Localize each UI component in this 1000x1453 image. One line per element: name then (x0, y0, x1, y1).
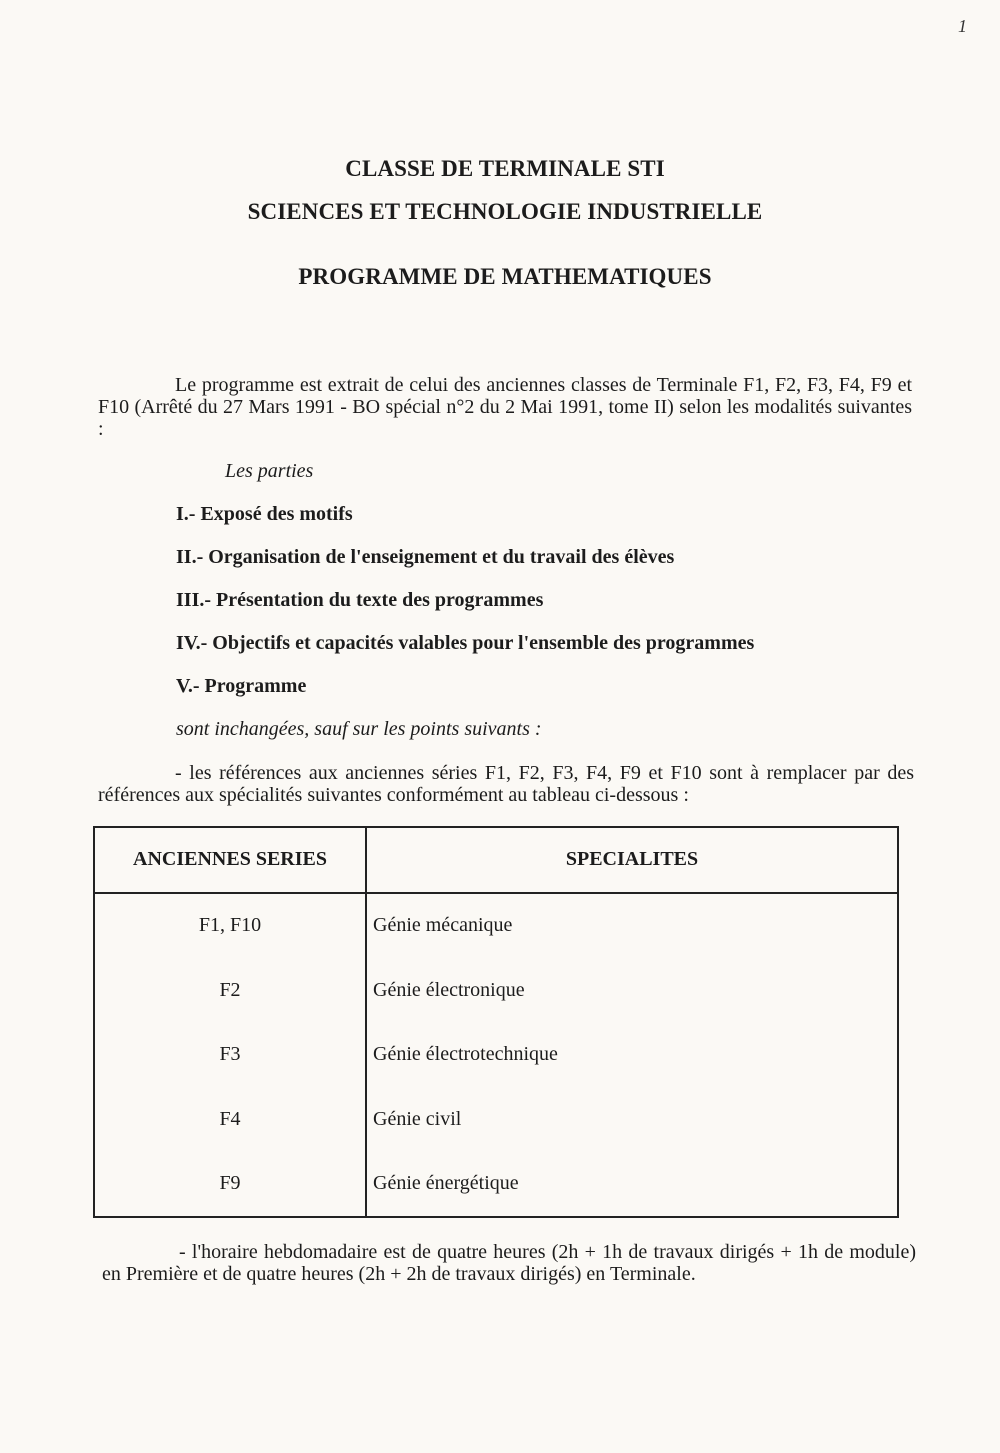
page-number: 1 (958, 16, 967, 36)
table-header-divider (95, 892, 897, 894)
table-header-old-series: ANCIENNES SERIES (133, 848, 327, 870)
table-cell-series: F1, F10 (198, 914, 262, 936)
intro-paragraph (98, 374, 912, 440)
hours-note-text: - l'horaire hebdomadaire est de quatre heures (2h + 1h de travaux dirigés + 1h de module) en Première et de quatre heures (2h + 2h de travaux dirigés) en Terminale. (102, 1241, 916, 1285)
parts-title: Les parties (225, 460, 314, 482)
series-table (93, 826, 899, 1218)
table-cell-specialite: Génie électronique (373, 979, 525, 1001)
table-cell-specialite: Génie énergétique (373, 1172, 519, 1194)
table-cell-specialite: Génie mécanique (373, 914, 513, 936)
unchanged-text: sont inchangées, sauf sur les points suivants : (176, 718, 542, 740)
table-cell-specialite: Génie civil (373, 1108, 462, 1130)
references-note-text: - les références aux anciennes séries F1, F2, F3, F4, F9 et F10 sont à remplacer par des références aux spécialités suivantes conformément au tableau ci-dessous : (98, 762, 914, 806)
table-header-specialites: SPECIALITES (565, 848, 699, 870)
table-cell-series: F3 (219, 1043, 241, 1065)
part-item: IV.- Objectifs et capacités valables pour l'ensemble des programmes (176, 632, 755, 654)
table-cell-series: F2 (219, 979, 241, 1001)
hours-note (102, 1241, 916, 1285)
table-cell-specialite: Génie électrotechnique (373, 1043, 558, 1065)
part-item: II.- Organisation de l'enseignement et du travail des élèves (176, 546, 675, 568)
part-item: V.- Programme (176, 675, 307, 697)
part-item: I.- Exposé des motifs (176, 503, 353, 525)
table-column-divider (365, 828, 367, 1216)
intro-text: Le programme est extrait de celui des anciennes classes de Terminale F1, F2, F3, F4, F9 et F10 (Arrêté du 27 Mars 1991 - BO spécial n°2 du 2 Mai 1991, tome II) selon les modalités suivantes : (98, 374, 912, 440)
table-cell-series: F4 (219, 1108, 241, 1130)
part-item: III.- Présentation du texte des programmes (176, 589, 544, 611)
class-title: CLASSE DE TERMINALE STI (345, 156, 665, 181)
program-title: PROGRAMME DE MATHEMATIQUES (298, 264, 712, 289)
series-title: SCIENCES ET TECHNOLOGIE INDUSTRIELLE (247, 199, 763, 224)
references-note (98, 762, 914, 806)
table-cell-series: F9 (219, 1172, 241, 1194)
